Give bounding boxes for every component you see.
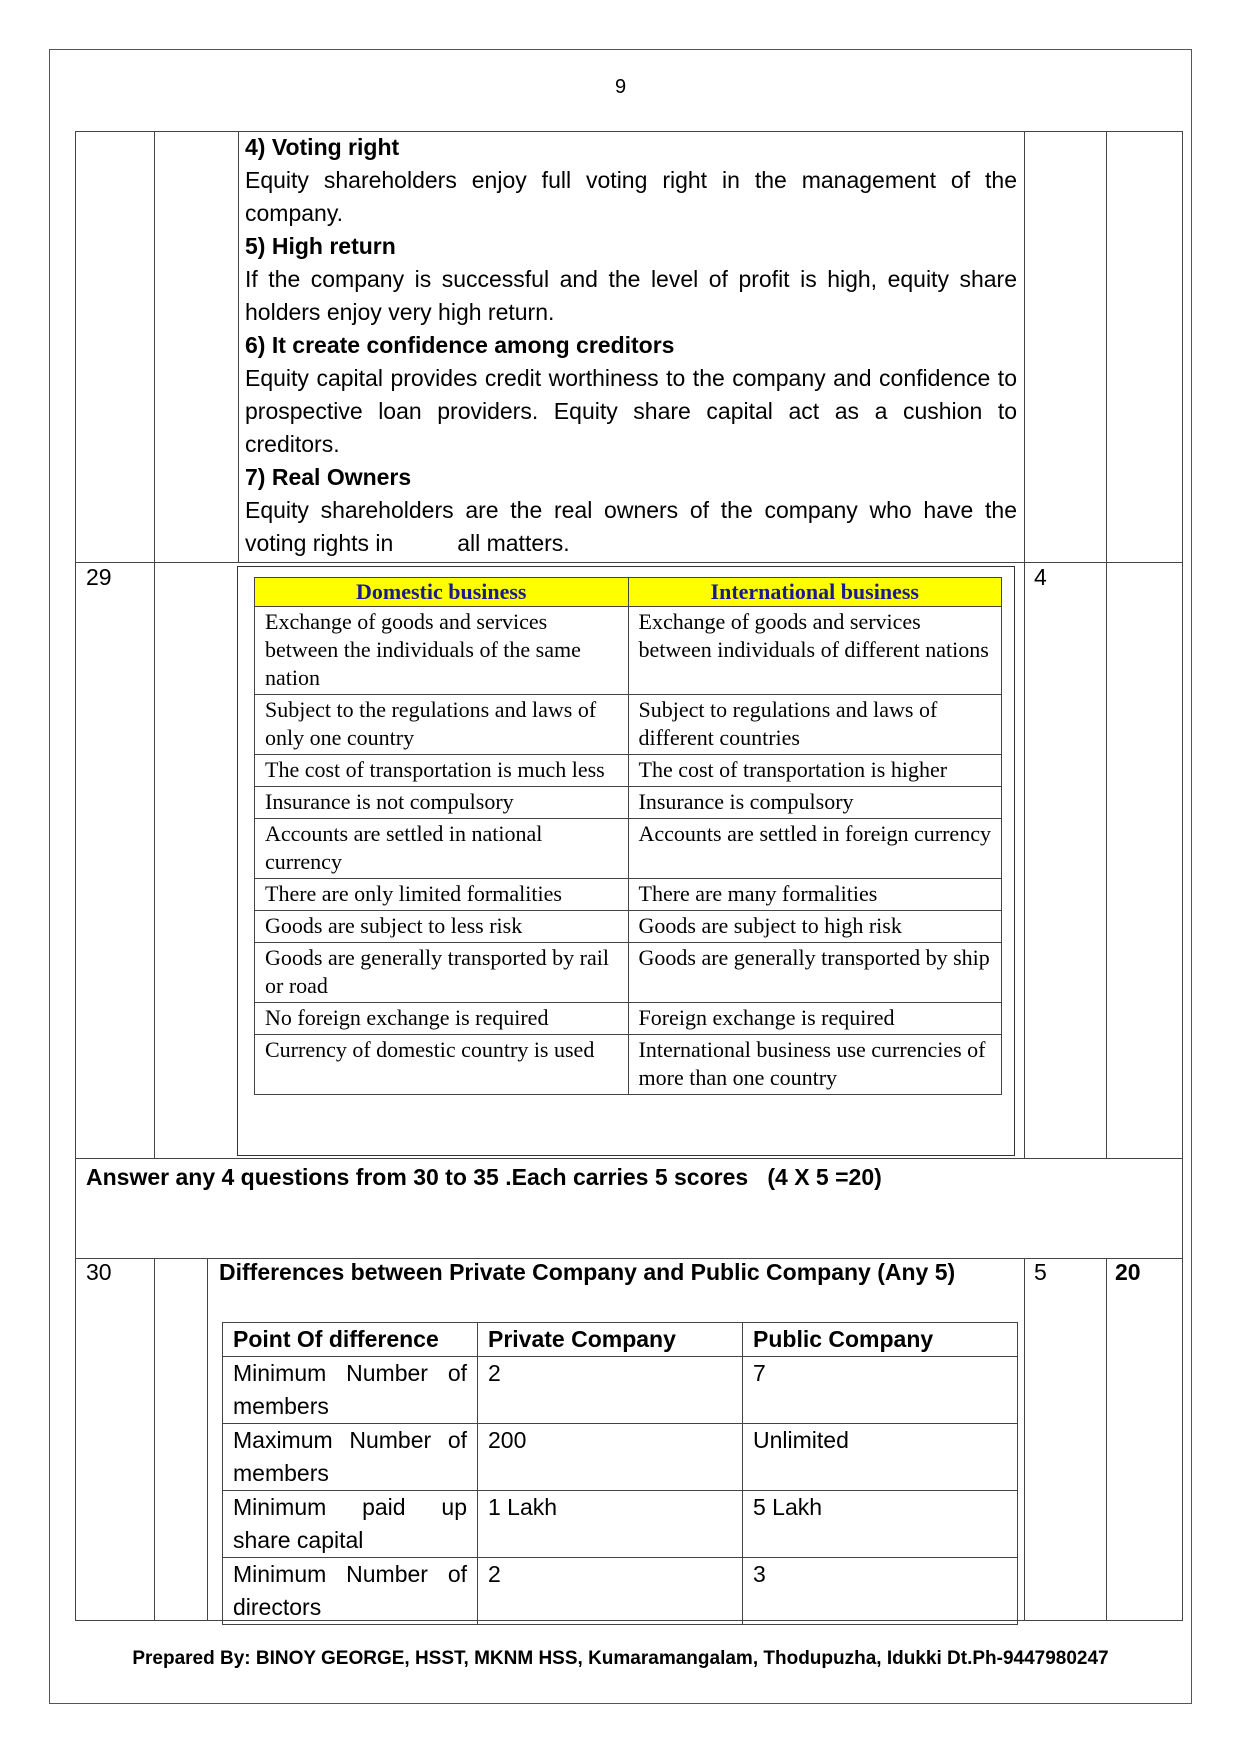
column-header: Domestic business <box>255 578 629 607</box>
point-text: Equity shareholders enjoy full voting right in the management of the company. <box>245 167 1017 226</box>
column-header: International business <box>628 578 1002 607</box>
table-header-row <box>223 1323 1018 1357</box>
table-cell: Minimum paid up share capital <box>223 1491 478 1558</box>
point-heading: 4) Voting right <box>245 134 400 160</box>
table-cell: The cost of transportation is higher <box>628 755 1002 787</box>
table-cell: Exchange of goods and services between the individuals of the same nation <box>255 607 629 695</box>
table-cell: Foreign exchange is required <box>628 1003 1002 1035</box>
table-row <box>255 943 1002 1003</box>
table-cell: 200 <box>478 1424 743 1491</box>
grid-line <box>154 1258 155 1620</box>
grid-line <box>1024 131 1025 1158</box>
point-heading: 5) High return <box>245 233 396 259</box>
page-number: 9 <box>614 76 627 98</box>
column-header: Point Of difference <box>223 1323 478 1357</box>
table-cell: Goods are subject to less risk <box>255 911 629 943</box>
table-cell: Goods are generally transported by rail or road <box>255 943 629 1003</box>
table-cell: Accounts are settled in national currency <box>255 819 629 879</box>
table-cell: 2 <box>478 1357 743 1424</box>
question-number: 30 <box>86 1259 112 1285</box>
table-row <box>223 1558 1018 1625</box>
table-row <box>223 1491 1018 1558</box>
table-cell: Insurance is compulsory <box>628 787 1002 819</box>
point-text: Equity capital provides credit worthiness to the company and confidence to prospective loan providers. Equity share capital act as a cushion to creditors. <box>245 365 1017 457</box>
comparison-table-frame <box>237 566 1015 1156</box>
grid-line <box>75 1158 1183 1159</box>
table-row <box>255 755 1002 787</box>
table-cell: There are only limited formalities <box>255 879 629 911</box>
table-cell: Exchange of goods and services between individuals of different nations <box>628 607 1002 695</box>
table-cell: Maximum Number of members <box>223 1424 478 1491</box>
table-row <box>255 787 1002 819</box>
table-row <box>255 911 1002 943</box>
table-cell: The cost of transportation is much less <box>255 755 629 787</box>
section-total: 20 <box>1115 1259 1141 1285</box>
table-cell: Subject to the regulations and laws of only one country <box>255 695 629 755</box>
table-cell: Insurance is not compulsory <box>255 787 629 819</box>
question-number: 29 <box>86 564 112 590</box>
table-cell: There are many formalities <box>628 879 1002 911</box>
table-cell: Minimum Number of directors <box>223 1558 478 1625</box>
table-cell: Accounts are settled in foreign currency <box>628 819 1002 879</box>
table-cell: 2 <box>478 1558 743 1625</box>
table-cell: No foreign exchange is required <box>255 1003 629 1035</box>
table-header-row <box>255 578 1002 607</box>
column-header: Public Company <box>743 1323 1018 1357</box>
grid-line <box>238 131 239 562</box>
grid-line <box>154 131 155 1158</box>
private-vs-public-table <box>222 1322 1018 1625</box>
grid-line <box>75 562 1183 563</box>
point-text: Equity shareholders are the real owners of the company who have the voting rights in all matters. <box>245 497 1024 556</box>
table-row <box>255 879 1002 911</box>
grid-line <box>1182 131 1183 1620</box>
question-score: 4 <box>1034 564 1047 590</box>
table-row <box>255 1035 1002 1095</box>
table-row <box>223 1357 1018 1424</box>
table-cell: Currency of domestic country is used <box>255 1035 629 1095</box>
section-instruction: Answer any 4 questions from 30 to 35 .Each carries 5 scores (4 X 5 =20) <box>86 1164 882 1190</box>
table-row <box>255 607 1002 695</box>
q28-answer-block <box>245 131 1024 560</box>
table-cell: Minimum Number of members <box>223 1357 478 1424</box>
column-header: Private Company <box>478 1323 743 1357</box>
table-cell: 5 Lakh <box>743 1491 1018 1558</box>
table-cell: Subject to regulations and laws of different countries <box>628 695 1002 755</box>
point-heading: 7) Real Owners <box>245 464 412 490</box>
grid-line <box>1024 1258 1025 1620</box>
point-text: If the company is successful and the level of profit is high, equity share holders enjoy very high return. <box>245 266 1017 325</box>
table-row <box>255 819 1002 879</box>
table-row <box>255 1003 1002 1035</box>
question-score: 5 <box>1034 1259 1047 1285</box>
table-row <box>255 695 1002 755</box>
point-heading: 6) It create confidence among creditors <box>245 332 675 358</box>
grid-line <box>75 131 76 1620</box>
table-cell: Goods are generally transported by ship <box>628 943 1002 1003</box>
table-cell: 7 <box>743 1357 1018 1424</box>
grid-line <box>1106 1258 1107 1620</box>
domestic-vs-international-table <box>254 577 1002 1095</box>
table-cell: International business use currencies of more than one country <box>628 1035 1002 1095</box>
table-cell: 1 Lakh <box>478 1491 743 1558</box>
grid-line <box>1106 131 1107 1158</box>
grid-line <box>207 1258 208 1620</box>
table-cell: Goods are subject to high risk <box>628 911 1002 943</box>
page-footer: Prepared By: BINOY GEORGE, HSST, MKNM HSS, Kumaramangalam, Thodupuzha, Idukki Dt.Ph-9447980247 <box>132 1648 1109 1669</box>
table-row <box>223 1424 1018 1491</box>
question-title: Differences between Private Company and Public Company (Any 5) <box>219 1259 956 1285</box>
table-cell: 3 <box>743 1558 1018 1625</box>
table-cell: Unlimited <box>743 1424 1018 1491</box>
